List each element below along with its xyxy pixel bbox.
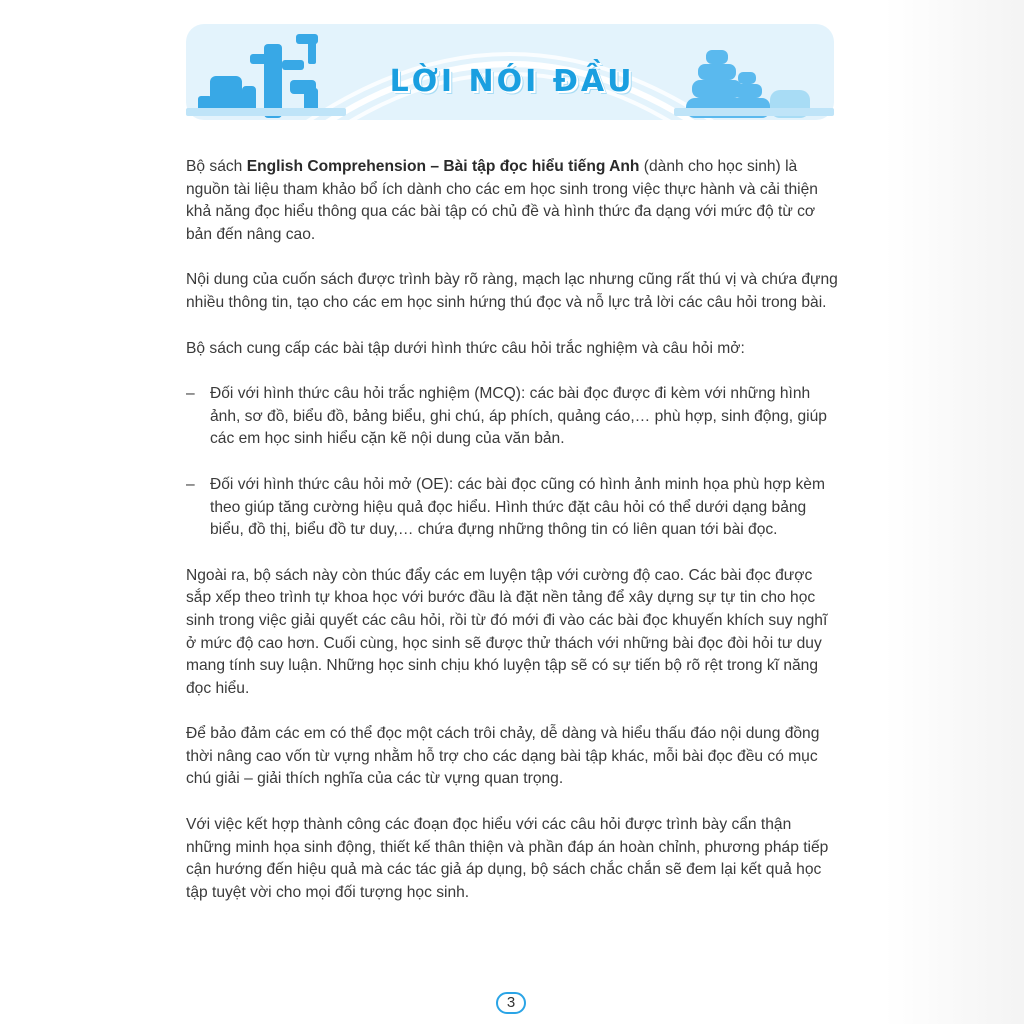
- paragraph-6: Với việc kết hợp thành công các đoạn đọc hiểu với các câu hỏi được trình bày cẩn thận những minh họa sinh động, thiết kế thân thiện và phần đáp án hoàn chỉnh, phương pháp tiếp cận hướng đến hiệu quả mà các tác giả áp dụng, bộ sách chắc chắn sẽ đem lại kết quả học tập tuyệt vời cho mọi đối tượng học sinh.: [186, 816, 829, 901]
- bullet-text: Đối với hình thức câu hỏi trắc nghiệm (MCQ): các bài đọc được đi kèm với những hình ảnh, sơ đồ, biểu đồ, bảng biểu, ghi chú, áp phích, quảng cáo,… phù hợp, sinh động, giúp các em học sinh hiểu cặn kẽ nội dung của văn bản.: [210, 385, 827, 448]
- page-edge-shadow: [884, 0, 1024, 1024]
- page-title: LỜI NÓI ĐẦU: [389, 64, 635, 99]
- paragraph-4: Ngoài ra, bộ sách này còn thúc đẩy các em luyện tập với cường độ cao. Các bài đọc được sắp xếp theo trình tự khoa học với bước đầu là đặt nền tảng để xây dựng sự tự tin cho học sinh trong việc giải quyết các câu hỏi, rồi từ đó mới đi vào các bài đọc khuyến khích suy nghĩ ở mức độ cao hơn. Cuối cùng, học sinh sẽ được thử thách với những bài đọc đòi hỏi tư duy mang tính suy luận. Những học sinh chịu khó luyện tập sẽ có sự tiến bộ rõ rệt trong kĩ năng đọc hiểu.: [186, 566, 828, 697]
- paragraph-5: Để bảo đảm các em có thể đọc một cách trôi chảy, dễ dàng và hiểu thấu đáo nội dung đồng thời nâng cao vốn từ vựng nhằm hỗ trợ cho các dạng bài tập khác, mỗi bài đọc đều có mục chú giải – giải thích nghĩa của các từ vựng quan trọng.: [186, 725, 820, 788]
- book-title: English Comprehension – Bài tập đọc hiểu tiếng Anh: [246, 158, 640, 175]
- bullet-mcq: [186, 383, 838, 451]
- paragraph-2: Nội dung của cuốn sách được trình bày rõ ràng, mạch lạc nhưng cũng rất thú vị và chứa đựng nhiều thông tin, tạo cho các em học sinh hứng thú đọc và nỗ lực trả lời các câu hỏi trong bài.: [186, 271, 838, 311]
- bullet-oe: [186, 474, 838, 542]
- preface-body: [186, 156, 838, 927]
- intro-suffix: (dành cho học sinh) là nguồn tài liệu tham khảo bổ ích dành cho các em học sinh trong việc thực hành và cải thiện khả năng đọc hiểu thông qua các bài tập có chủ đề và hình thức đa dạng với mức độ từ cơ bản đến nâng cao.: [186, 158, 818, 243]
- intro-paragraph: [186, 156, 838, 246]
- bullet-text: Đối với hình thức câu hỏi mở (OE): các bài đọc cũng có hình ảnh minh họa phù hợp kèm theo giúp tăng cường hiệu quả đọc hiểu. Hình thức đặt câu hỏi có thể dưới dạng bảng biểu, đồ thị, biểu đồ tư duy,… chứa đựng những thông tin có liên quan tới bài đọc.: [210, 475, 825, 539]
- bullet-dash: –: [186, 475, 195, 493]
- paragraph-3: Bộ sách cung cấp các bài tập dưới hình thức câu hỏi trắc nghiệm và câu hỏi mở:: [186, 339, 745, 357]
- intro-prefix: Bộ sách: [186, 158, 247, 175]
- bullet-dash: –: [186, 385, 195, 403]
- page-number: 3: [496, 992, 526, 1014]
